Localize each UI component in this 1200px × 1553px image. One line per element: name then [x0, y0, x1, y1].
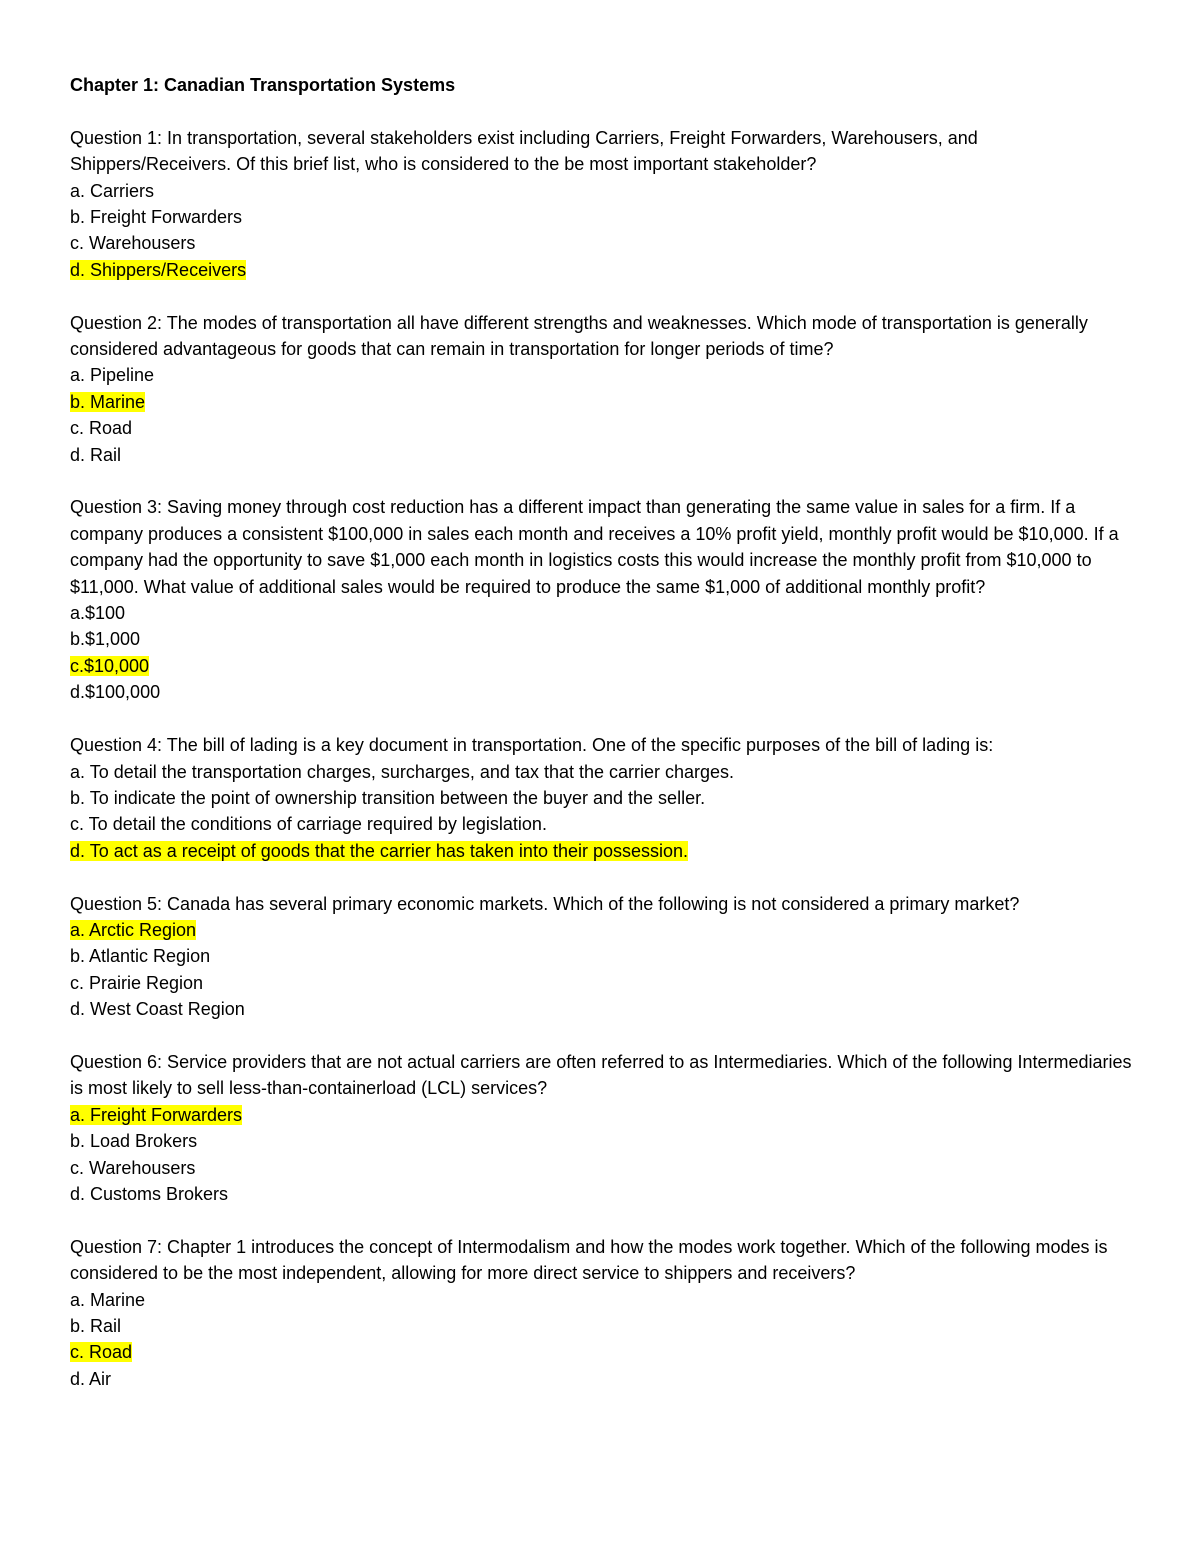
question-7 — [70, 1234, 1140, 1392]
highlighted-answer: d. Shippers/Receivers — [70, 259, 247, 280]
highlighted-answer: a. Freight Forwarders — [70, 1104, 243, 1125]
answer-option-text: a. Pipeline — [70, 365, 155, 386]
answer-option-text: b. Rail — [70, 1315, 122, 1336]
question-3 — [70, 494, 1140, 705]
question-list — [70, 125, 1140, 1392]
question-text: Question 2: The modes of transportation all have different strengths and weaknesses. Which mode of transportation is generally considered advantageous for goods that can remain in transportation for longer periods of time? — [70, 312, 1088, 360]
answer-option — [70, 600, 1140, 626]
question-text: Question 4: The bill of lading is a key document in transportation. One of the specific purposes of the bill of lading is: — [70, 735, 994, 756]
answer-option — [70, 1128, 1140, 1154]
answer-option — [70, 362, 1140, 388]
answer-option-text: c. Warehousers — [70, 1157, 196, 1178]
answer-option — [70, 917, 1140, 943]
answer-option-text: b. Freight Forwarders — [70, 207, 243, 228]
answer-option — [70, 257, 1140, 283]
answer-option — [70, 1102, 1140, 1128]
answer-option-text: d. Air — [70, 1368, 112, 1389]
answer-option — [70, 389, 1140, 415]
answer-option-text: d.$100,000 — [70, 682, 161, 703]
question-text: Question 7: Chapter 1 introduces the concept of Intermodalism and how the modes work together. Which of the following modes is considered to be the most independent, allowing for more direct service to shippers and receivers? — [70, 1236, 1108, 1284]
answer-option — [70, 759, 1140, 785]
answer-option-text: b. Load Brokers — [70, 1131, 198, 1152]
answer-option-text: a. Carriers — [70, 180, 155, 201]
question-text: Question 5: Canada has several primary economic markets. Which of the following is not considered a primary market? — [70, 893, 1020, 914]
answer-option-text: c. Warehousers — [70, 233, 196, 254]
question-text: Question 6: Service providers that are not actual carriers are often referred to as Intermediaries. Which of the following Intermediaries is most likely to sell less-than-containerload (LCL) services? — [70, 1051, 1132, 1099]
answer-option — [70, 996, 1140, 1022]
answer-option — [70, 230, 1140, 256]
question-5 — [70, 891, 1140, 1023]
answer-option — [70, 811, 1140, 837]
document-page — [70, 72, 1140, 1419]
answer-option — [70, 785, 1140, 811]
question-6 — [70, 1049, 1140, 1207]
question-1 — [70, 125, 1140, 283]
answer-option — [70, 1366, 1140, 1392]
highlighted-answer: a. Arctic Region — [70, 919, 197, 940]
document-title: Chapter 1: Canadian Transportation Systems — [70, 75, 456, 95]
answer-option — [70, 970, 1140, 996]
answer-option — [70, 1313, 1140, 1339]
highlighted-answer: c.$10,000 — [70, 655, 150, 676]
highlighted-answer: b. Marine — [70, 391, 146, 412]
answer-option — [70, 442, 1140, 468]
question-text: Question 1: In transportation, several stakeholders exist including Carriers, Freight Forwarders, Warehousers, and Shippers/Receivers. Of this brief list, who is considered to the be most important stakeholder? — [70, 127, 978, 175]
answer-option-text: d. West Coast Region — [70, 999, 245, 1020]
question-4 — [70, 732, 1140, 864]
answer-option — [70, 1155, 1140, 1181]
answer-option — [70, 838, 1140, 864]
answer-option — [70, 178, 1140, 204]
answer-option — [70, 653, 1140, 679]
answer-option-text: a. Marine — [70, 1289, 146, 1310]
answer-option-text: a.$100 — [70, 603, 126, 624]
answer-option-text: c. Road — [70, 418, 133, 439]
answer-option — [70, 1181, 1140, 1207]
question-text: Question 3: Saving money through cost reduction has a different impact than generating the same value in sales for a firm. If a company produces a consistent $100,000 in sales each month and receives a 10% profit yield, monthly profit would be $10,000. If a company had the opportunity to save $1,000 each month in logistics costs this would increase the monthly profit from $10,000 to $11,000. What value of additional sales would be required to produce the same $1,000 of additional monthly profit? — [70, 497, 1119, 597]
answer-option-text: b.$1,000 — [70, 629, 141, 650]
answer-option — [70, 1339, 1140, 1365]
answer-option — [70, 626, 1140, 652]
answer-option — [70, 415, 1140, 441]
highlighted-answer: d. To act as a receipt of goods that the carrier has taken into their possession. — [70, 840, 689, 861]
answer-option — [70, 204, 1140, 230]
answer-option — [70, 943, 1140, 969]
question-2 — [70, 310, 1140, 468]
answer-option-text: c. To detail the conditions of carriage required by legislation. — [70, 814, 547, 835]
answer-option-text: d. Rail — [70, 444, 122, 465]
answer-option-text: b. Atlantic Region — [70, 946, 211, 967]
answer-option — [70, 1287, 1140, 1313]
answer-option-text: d. Customs Brokers — [70, 1183, 229, 1204]
answer-option — [70, 679, 1140, 705]
answer-option-text: b. To indicate the point of ownership transition between the buyer and the seller. — [70, 787, 706, 808]
answer-option-text: a. To detail the transportation charges, surcharges, and tax that the carrier charges. — [70, 761, 735, 782]
answer-option-text: c. Prairie Region — [70, 972, 204, 993]
highlighted-answer: c. Road — [70, 1342, 133, 1363]
